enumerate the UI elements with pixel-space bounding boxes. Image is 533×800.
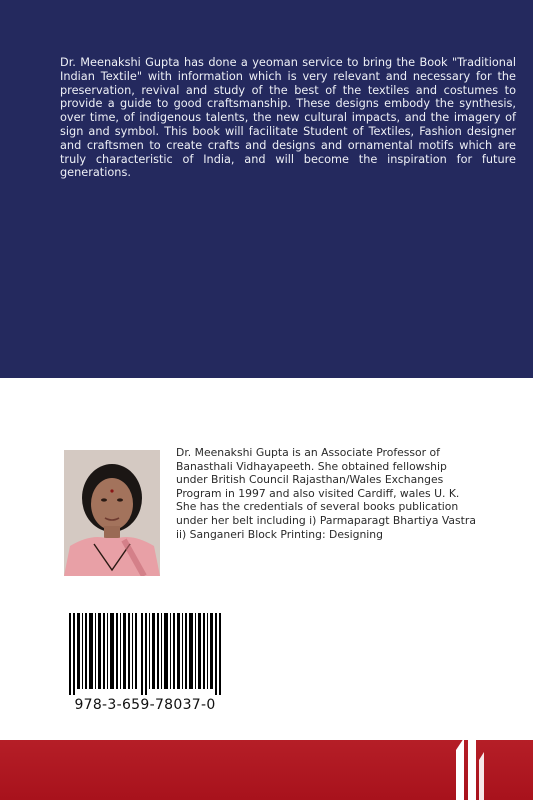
author-bio: Dr. Meenakshi Gupta is an Associate Professor of Banasthali Vidhayapeeth. She obtained fellowship under British Council Rajasthan/Wales Exchanges Program in 1997 and also visited Cardiff, wales U. K. She has the credentials of several books publication under her belt including i) Parmaparagt Bhartiya Vastra ii) Sanganeri Block Printing: Designing bbox=[176, 446, 476, 541]
barcode-panel bbox=[57, 604, 233, 720]
book-blurb: Dr. Meenakshi Gupta has done a yeoman service to bring the Book "Traditional Indian Textile" with information which is very relevant and necessary for the preservation, revival and study of the best of the textiles and costumes to provide a guide to good craftsmanship. These designs embody the synthesis, over time, of indigenous talents, the new cultural impacts, and the imagery of sign and symbol. This book will facilitate Student of Textiles, Fashion designer and craftsmen to create crafts and designs and ornamental motifs which are truly characteristic of India, and will become the inspiration for future generations. bbox=[60, 56, 516, 180]
author-portrait-image bbox=[64, 450, 160, 576]
isbn-number: 978-3-659-78037-0 bbox=[74, 697, 216, 713]
isbn-barcode bbox=[67, 613, 223, 695]
author-photo bbox=[64, 450, 160, 576]
publisher-logo-icon bbox=[452, 716, 486, 800]
